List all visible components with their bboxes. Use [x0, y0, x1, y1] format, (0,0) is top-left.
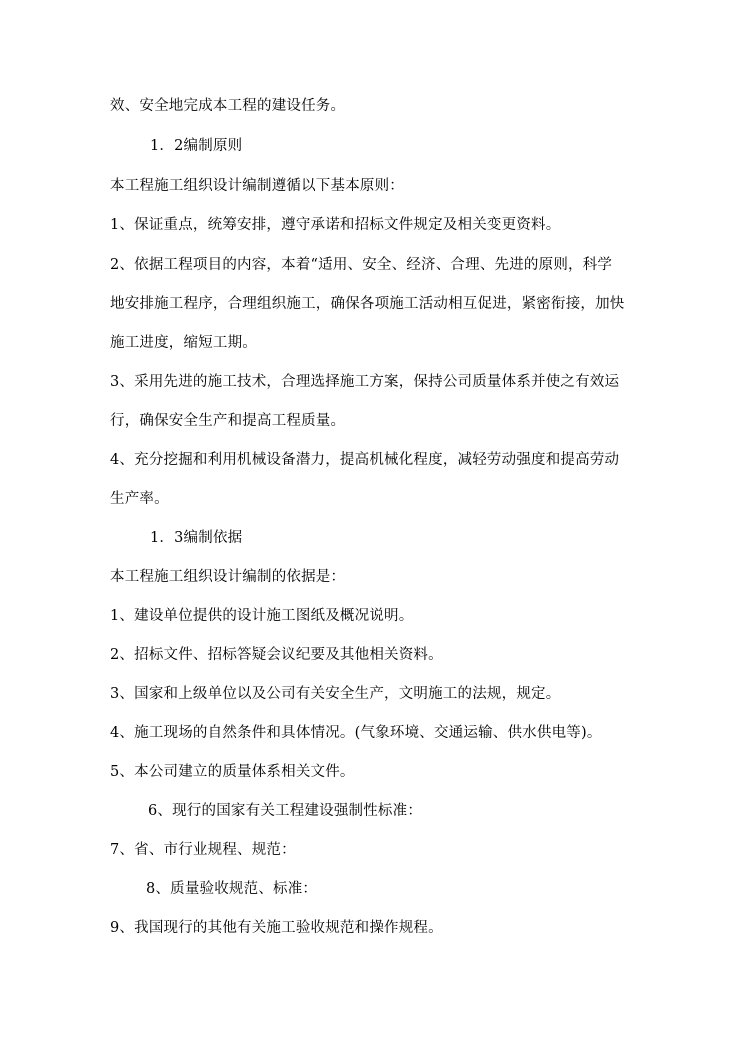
basis-item-4: 4、施工现场的自然条件和具体情况。(气象环境、交通运输、供水供电等)。: [110, 725, 602, 741]
basis-item-6: 6、现行的国家有关工程建设强制性标准：: [148, 803, 423, 819]
basis-item-7: 7、省、市行业规程、规范：: [110, 842, 296, 858]
principle-item-3-line-1: 3、采用先进的施工技术，合理选择施工方案，保持公司质量体系并使之有效运: [110, 374, 620, 390]
principle-item-2-line-2: 地安排施工程序，合理组织施工，确保各项施工活动相互促进，紧密衔接，加快: [110, 296, 625, 312]
principle-item-2-line-3: 施工进度，缩短工期。: [110, 335, 257, 351]
principle-item-4-line-1: 4、充分挖掘和利用机械设备潜力，提高机械化程度，减轻劳动强度和提高劳动: [110, 452, 620, 468]
basis-item-2: 2、招标文件、招标答疑会议纪要及其他相关资料。: [110, 647, 443, 663]
basis-item-9: 9、我国现行的其他有关施工验收规范和操作规程。: [110, 920, 443, 936]
principle-item-2-line-1: 2、依据工程项目的内容，本着“适用、安全、经济、合理、先进的原则，科学: [110, 257, 613, 273]
basis-item-3: 3、国家和上级单位以及公司有关安全生产，文明施工的法规，规定。: [110, 686, 561, 702]
paragraph-continuation: 效、安全地完成本工程的建设任务。: [110, 98, 346, 114]
paragraph-intro-basis: 本工程施工组织设计编制的依据是：: [110, 569, 346, 585]
section-heading-1-2: 1．2编制原则: [150, 138, 243, 154]
paragraph-intro-principles: 本工程施工组织设计编制遵循以下基本原则：: [110, 178, 404, 194]
basis-item-5: 5、本公司建立的质量体系相关文件。: [110, 764, 355, 780]
principle-item-1: 1、保证重点，统筹安排，遵守承诺和招标文件规定及相关变更资料。: [110, 217, 561, 233]
basis-item-1: 1、建设单位提供的设计施工图纸及概况说明。: [110, 608, 414, 624]
principle-item-4-line-2: 生产率。: [110, 491, 169, 507]
basis-item-8: 8、质量验收规范、标准：: [146, 881, 318, 897]
principle-item-3-line-2: 行，确保安全生产和提高工程质量。: [110, 413, 346, 429]
section-heading-1-3: 1．3编制依据: [150, 530, 243, 546]
